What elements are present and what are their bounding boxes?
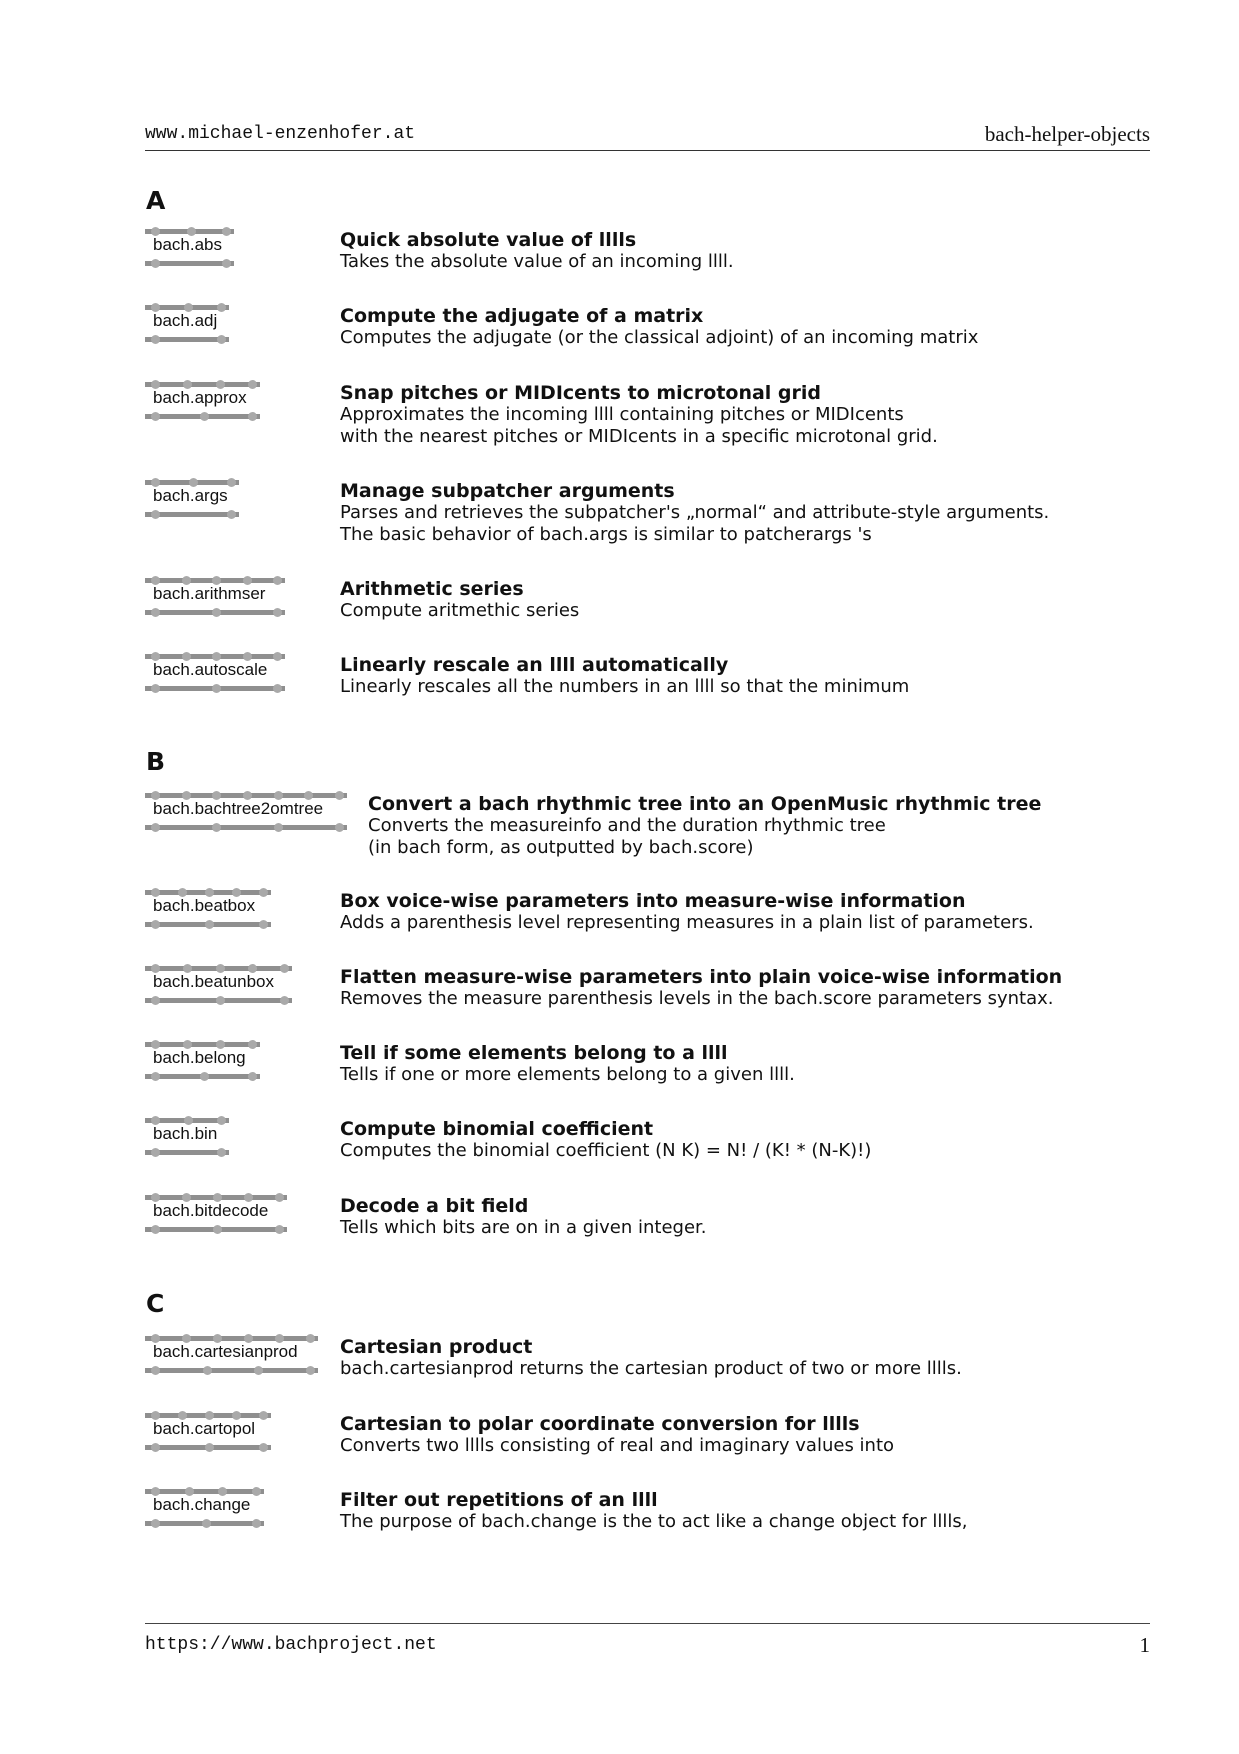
object-name: bach.abs <box>153 235 222 254</box>
outlet-dot <box>205 920 214 929</box>
inlet-dot <box>259 888 268 897</box>
description-title: Quick absolute value of lllls <box>340 229 637 251</box>
description-title: Decode a bit field <box>340 1195 529 1217</box>
outlet-dot <box>151 1225 160 1234</box>
outlet-dot <box>259 1443 268 1452</box>
outlet-dot <box>151 412 160 421</box>
outlet-dot <box>151 1366 160 1375</box>
description-title: Flatten measure-wise parameters into plain voice-wise information <box>340 966 1063 988</box>
max-object-box <box>145 382 260 412</box>
max-object-box <box>145 1042 260 1072</box>
description-title: Box voice-wise parameters into measure-wise information <box>340 890 966 912</box>
object-description <box>340 890 1034 934</box>
outlet-dot <box>151 1148 160 1157</box>
outlet-dot <box>217 335 226 344</box>
outlet-dot <box>275 1225 284 1234</box>
section-letter: B <box>146 747 166 776</box>
outlet-dot <box>222 259 231 268</box>
object-inlet-bar <box>145 1042 260 1047</box>
object-name: bach.belong <box>153 1048 246 1067</box>
object-name: bach.beatbox <box>153 896 256 915</box>
outlet-dot <box>212 684 221 693</box>
object-description <box>340 578 579 622</box>
outlet-dot <box>151 259 160 268</box>
header-site-url: www.michael-enzenhofer.at <box>145 124 416 144</box>
object-description <box>340 1489 968 1533</box>
description-title: Cartesian to polar coordinate conversion for lllls <box>340 1413 860 1435</box>
object-outlet-bar <box>145 825 347 830</box>
object-description <box>340 966 1062 1010</box>
description-title: Arithmetic series <box>340 578 524 600</box>
object-description <box>340 382 938 448</box>
description-line: Takes the absolute value of an incoming llll. <box>340 251 734 272</box>
footer-rule <box>145 1623 1150 1624</box>
inlet-dot <box>306 1334 315 1343</box>
outlet-dot <box>248 1072 257 1081</box>
description-title: Manage subpatcher arguments <box>340 480 675 502</box>
description-line: bach.cartesianprod returns the cartesian product of two or more lllls. <box>340 1358 962 1379</box>
outlet-dot <box>217 1148 226 1157</box>
outlet-dot <box>254 1366 263 1375</box>
outlet-dot <box>151 684 160 693</box>
inlet-dot <box>280 964 289 973</box>
outlet-dot <box>306 1366 315 1375</box>
description-line: The purpose of bach.change is the to act like a change object for lllls, <box>340 1511 968 1532</box>
object-name: bach.autoscale <box>153 660 268 679</box>
description-line: Converts the measureinfo and the duration rhythmic tree <box>368 815 886 836</box>
description-line: Linearly rescales all the numbers in an llll so that the minimum <box>340 676 910 697</box>
outlet-dot <box>151 510 160 519</box>
description-line: Compute aritmethic series <box>340 600 580 621</box>
description-line: Parses and retrieves the subpatcher's „normal“ and attribute-style arguments. <box>340 502 1050 523</box>
inlet-dot <box>217 1116 226 1125</box>
outlet-dot <box>200 412 209 421</box>
max-object-box <box>145 890 271 920</box>
inlet-dot <box>252 1487 261 1496</box>
max-object-box <box>145 1413 271 1443</box>
outlet-dot <box>273 684 282 693</box>
inlet-dot <box>335 791 344 800</box>
object-name: bach.bachtree2omtree <box>153 799 324 818</box>
outlet-dot <box>212 608 221 617</box>
inlet-dot <box>273 652 282 661</box>
object-description <box>340 654 909 698</box>
footer-url: https://www.bachproject.net <box>145 1635 437 1655</box>
description-line: Adds a parenthesis level representing measures in a plain list of parameters. <box>340 912 1034 933</box>
max-object-box <box>145 480 239 510</box>
max-object-box <box>145 229 234 259</box>
object-description <box>340 1195 707 1239</box>
max-object-box <box>145 1195 287 1225</box>
inlet-dot <box>248 380 257 389</box>
outlet-dot <box>259 920 268 929</box>
outlet-dot <box>151 1072 160 1081</box>
outlet-dot <box>280 996 289 1005</box>
outlet-dot <box>335 823 344 832</box>
description-title: Convert a bach rhythmic tree into an OpenMusic rhythmic tree <box>368 793 1042 815</box>
outlet-dot <box>151 608 160 617</box>
outlet-dot <box>213 1225 222 1234</box>
description-title: Cartesian product <box>340 1336 533 1358</box>
outlet-dot <box>151 996 160 1005</box>
object-description <box>340 229 734 273</box>
description-line: Tells if one or more elements belong to a given llll. <box>340 1064 795 1085</box>
description-line: Converts two lllls consisting of real and imaginary values into <box>340 1435 895 1456</box>
object-inlet-bar <box>145 1336 318 1341</box>
description-line: with the nearest pitches or MIDIcents in a specific microtonal grid. <box>340 426 938 447</box>
description-title: Linearly rescale an llll automatically <box>340 654 729 676</box>
object-name: bach.bitdecode <box>153 1201 269 1220</box>
outlet-dot <box>248 412 257 421</box>
inlet-dot <box>227 478 236 487</box>
outlet-dot <box>151 335 160 344</box>
object-description <box>340 1118 871 1162</box>
description-line: Approximates the incoming llll containing pitches or MIDIcents <box>340 404 904 425</box>
outlet-dot <box>216 996 225 1005</box>
object-description <box>340 1413 894 1457</box>
object-inlet-bar <box>145 382 260 387</box>
description-line: (in bach form, as outputted by bach.score) <box>368 837 754 858</box>
section-letter: A <box>146 186 166 215</box>
outlet-dot <box>151 1443 160 1452</box>
description-line: The basic behavior of bach.args is similar to patcherargs 's <box>340 524 872 545</box>
outlet-dot <box>202 1519 211 1528</box>
outlet-dot <box>151 920 160 929</box>
object-description <box>340 1336 962 1380</box>
header-document-title: bach-helper-objects <box>984 122 1150 146</box>
description-title: Compute the adjugate of a matrix <box>340 305 704 327</box>
max-object-box <box>145 793 347 823</box>
object-name: bach.adj <box>153 311 218 330</box>
section-letter: C <box>146 1289 165 1318</box>
inlet-dot <box>259 1411 268 1420</box>
page-header <box>145 122 1150 151</box>
object-description <box>340 1042 795 1086</box>
inlet-dot <box>248 1040 257 1049</box>
max-object-box <box>145 1336 318 1366</box>
object-name: bach.change <box>153 1495 251 1514</box>
object-name: bach.beatunbox <box>153 972 274 991</box>
object-name: bach.approx <box>153 388 247 407</box>
max-object-box <box>145 305 229 335</box>
description-title: Filter out repetitions of an llll <box>340 1489 658 1511</box>
outlet-dot <box>205 1443 214 1452</box>
object-name: bach.bin <box>153 1124 218 1143</box>
outlet-dot <box>274 823 283 832</box>
description-title: Tell if some elements belong to a llll <box>340 1042 728 1064</box>
inlet-dot <box>273 576 282 585</box>
page-number: 1 <box>1139 1633 1150 1657</box>
object-description <box>340 305 978 349</box>
outlet-dot <box>227 510 236 519</box>
description-title: Snap pitches or MIDIcents to microtonal grid <box>340 382 822 404</box>
inlet-dot <box>217 303 226 312</box>
outlet-dot <box>151 1519 160 1528</box>
object-description <box>368 793 1041 859</box>
outlet-dot <box>212 823 221 832</box>
description-line: Computes the binomial coefficient (N K) = N! / (K! * (N-K)!) <box>340 1140 872 1161</box>
description-line: Tells which bits are on in a given integer. <box>340 1217 707 1238</box>
object-name: bach.cartesianprod <box>153 1342 298 1361</box>
object-inlet-bar <box>145 1489 264 1494</box>
object-description <box>340 480 1049 546</box>
inlet-dot <box>222 227 231 236</box>
outlet-dot <box>252 1519 261 1528</box>
description-title: Compute binomial coefficient <box>340 1118 654 1140</box>
max-object-box <box>145 1489 264 1519</box>
description-line: Computes the adjugate (or the classical adjoint) of an incoming matrix <box>340 327 979 348</box>
outlet-dot <box>273 608 282 617</box>
outlet-dot <box>203 1366 212 1375</box>
description-line: Removes the measure parenthesis levels in the bach.score parameters syntax. <box>340 988 1054 1009</box>
inlet-dot <box>275 1193 284 1202</box>
max-object-box <box>145 1118 229 1148</box>
object-outlet-bar <box>145 1368 318 1373</box>
object-name: bach.args <box>153 486 228 505</box>
outlet-dot <box>200 1072 209 1081</box>
object-name: bach.arithmser <box>153 584 266 603</box>
max-object-box <box>145 578 285 608</box>
outlet-dot <box>151 823 160 832</box>
max-object-box <box>145 654 285 684</box>
object-name: bach.cartopol <box>153 1419 256 1438</box>
max-object-box <box>145 966 292 996</box>
